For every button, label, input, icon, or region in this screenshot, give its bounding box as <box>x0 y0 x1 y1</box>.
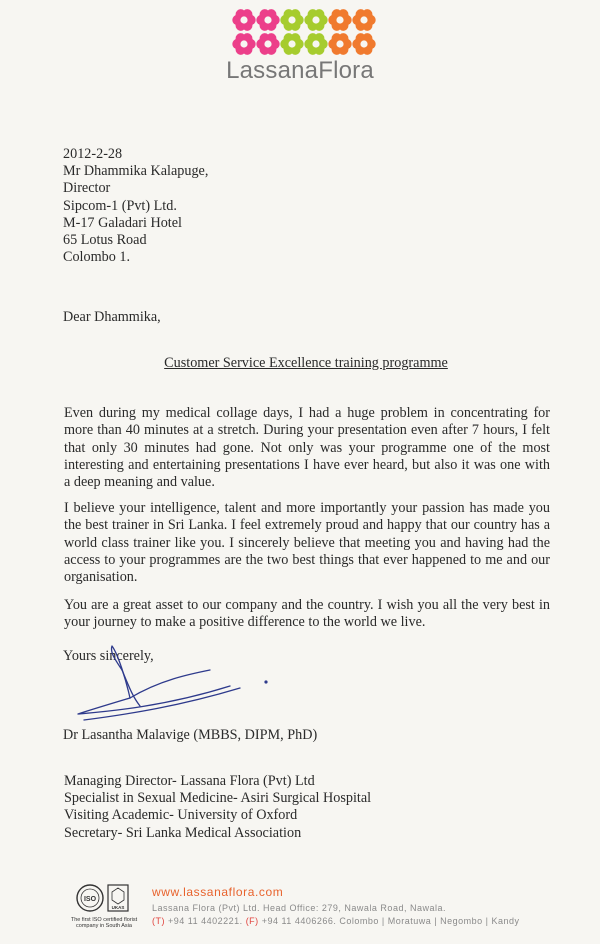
flower-mark <box>280 9 303 31</box>
recipient-line: Colombo 1. <box>63 249 131 266</box>
recipient-line: 65 Lotus Road <box>63 231 147 248</box>
recipient-line: Director <box>63 180 111 197</box>
flower-mark <box>328 33 351 55</box>
branch-list: Colombo | Moratuwa | Negombo | Kandy <box>339 916 520 926</box>
recipient-line: Mr Dhammika Kalapuge, <box>63 163 209 180</box>
tel-label: (T) <box>152 916 165 926</box>
flower-mark <box>352 9 375 31</box>
body-paragraph: I believe your intelligence, talent and more importantly your passion has made you the best trainer in Sri Lanka. I feel extremely proud and happy that our country has a world class trainer like you. I sincerely believe that meeting you and having had the access to your programmes are the two best things that ever happened to me and our organisation. <box>64 500 550 586</box>
flower-mark <box>304 9 327 31</box>
brand-part-2: Flora <box>318 57 374 84</box>
body-paragraph: Even during my medical collage days, I had a huge problem in concentrating for more than 40 minutes at a stretch. During your presentation even after 7 hours, I felt that only 30 minutes had gone. Not only was your programme one of the most interesting and entertaining presentations I have ever heard, but also it was one with a deep meaning and value. <box>64 405 550 491</box>
title-line: Secretary- Sri Lanka Medical Association <box>64 824 302 841</box>
brand-part-1: Lassana <box>226 57 319 84</box>
title-line: Visiting Academic- University of Oxford <box>64 807 298 824</box>
signature-icon <box>70 640 280 740</box>
signatory-titles <box>64 773 371 842</box>
flower-mark <box>328 9 351 31</box>
salutation: Dear Dhammika, <box>63 309 161 325</box>
certification-caption: The first ISO certified florist company in South Asia <box>70 917 138 929</box>
website-link[interactable]: www.lassanaflora.com <box>152 885 284 899</box>
flower-mark <box>256 9 279 31</box>
flower-mark <box>232 9 255 31</box>
fax-number: +94 11 4406266. <box>261 916 337 926</box>
closing: Yours sincerely, <box>63 648 154 664</box>
title-line: Specialist in Sexual Medicine- Asiri Surgical Hospital <box>64 790 372 807</box>
recipient-line: M-17 Galadari Hotel <box>63 214 182 231</box>
iso-logo-text: ISO <box>83 896 97 903</box>
signatory-name: Dr Lasantha Malavige (MBBS, DIPM, PhD) <box>63 727 318 743</box>
body-paragraph: You are a great asset to our company and the country. I wish you all the very best in your journey to make a positive difference to the world we live. <box>64 597 550 631</box>
title-line: Managing Director- Lassana Flora (Pvt) Ltd <box>64 773 315 789</box>
flower-mark <box>232 33 255 55</box>
fax-label: (F) <box>245 916 259 926</box>
flower-mark <box>352 33 375 55</box>
head-office-address: Lassana Flora (Pvt) Ltd. Head Office: 279, Nawala Road, Nawala. <box>152 903 446 913</box>
subject-line: Customer Service Excellence training programme <box>164 355 448 371</box>
contact-line <box>152 916 519 926</box>
recipient-line: Sipcom-1 (Pvt) Ltd. <box>63 197 177 214</box>
flower-mark <box>304 33 327 55</box>
letter-date: 2012-2-28 <box>63 146 123 162</box>
tel-number: +94 11 4402221. <box>168 916 243 926</box>
address-block <box>63 146 208 266</box>
ukas-logo-text: UKAS <box>111 905 125 910</box>
flower-mark <box>256 33 279 55</box>
flower-mark <box>280 33 303 55</box>
flower-logo-icon <box>232 6 377 62</box>
brand-wordmark <box>0 57 600 85</box>
